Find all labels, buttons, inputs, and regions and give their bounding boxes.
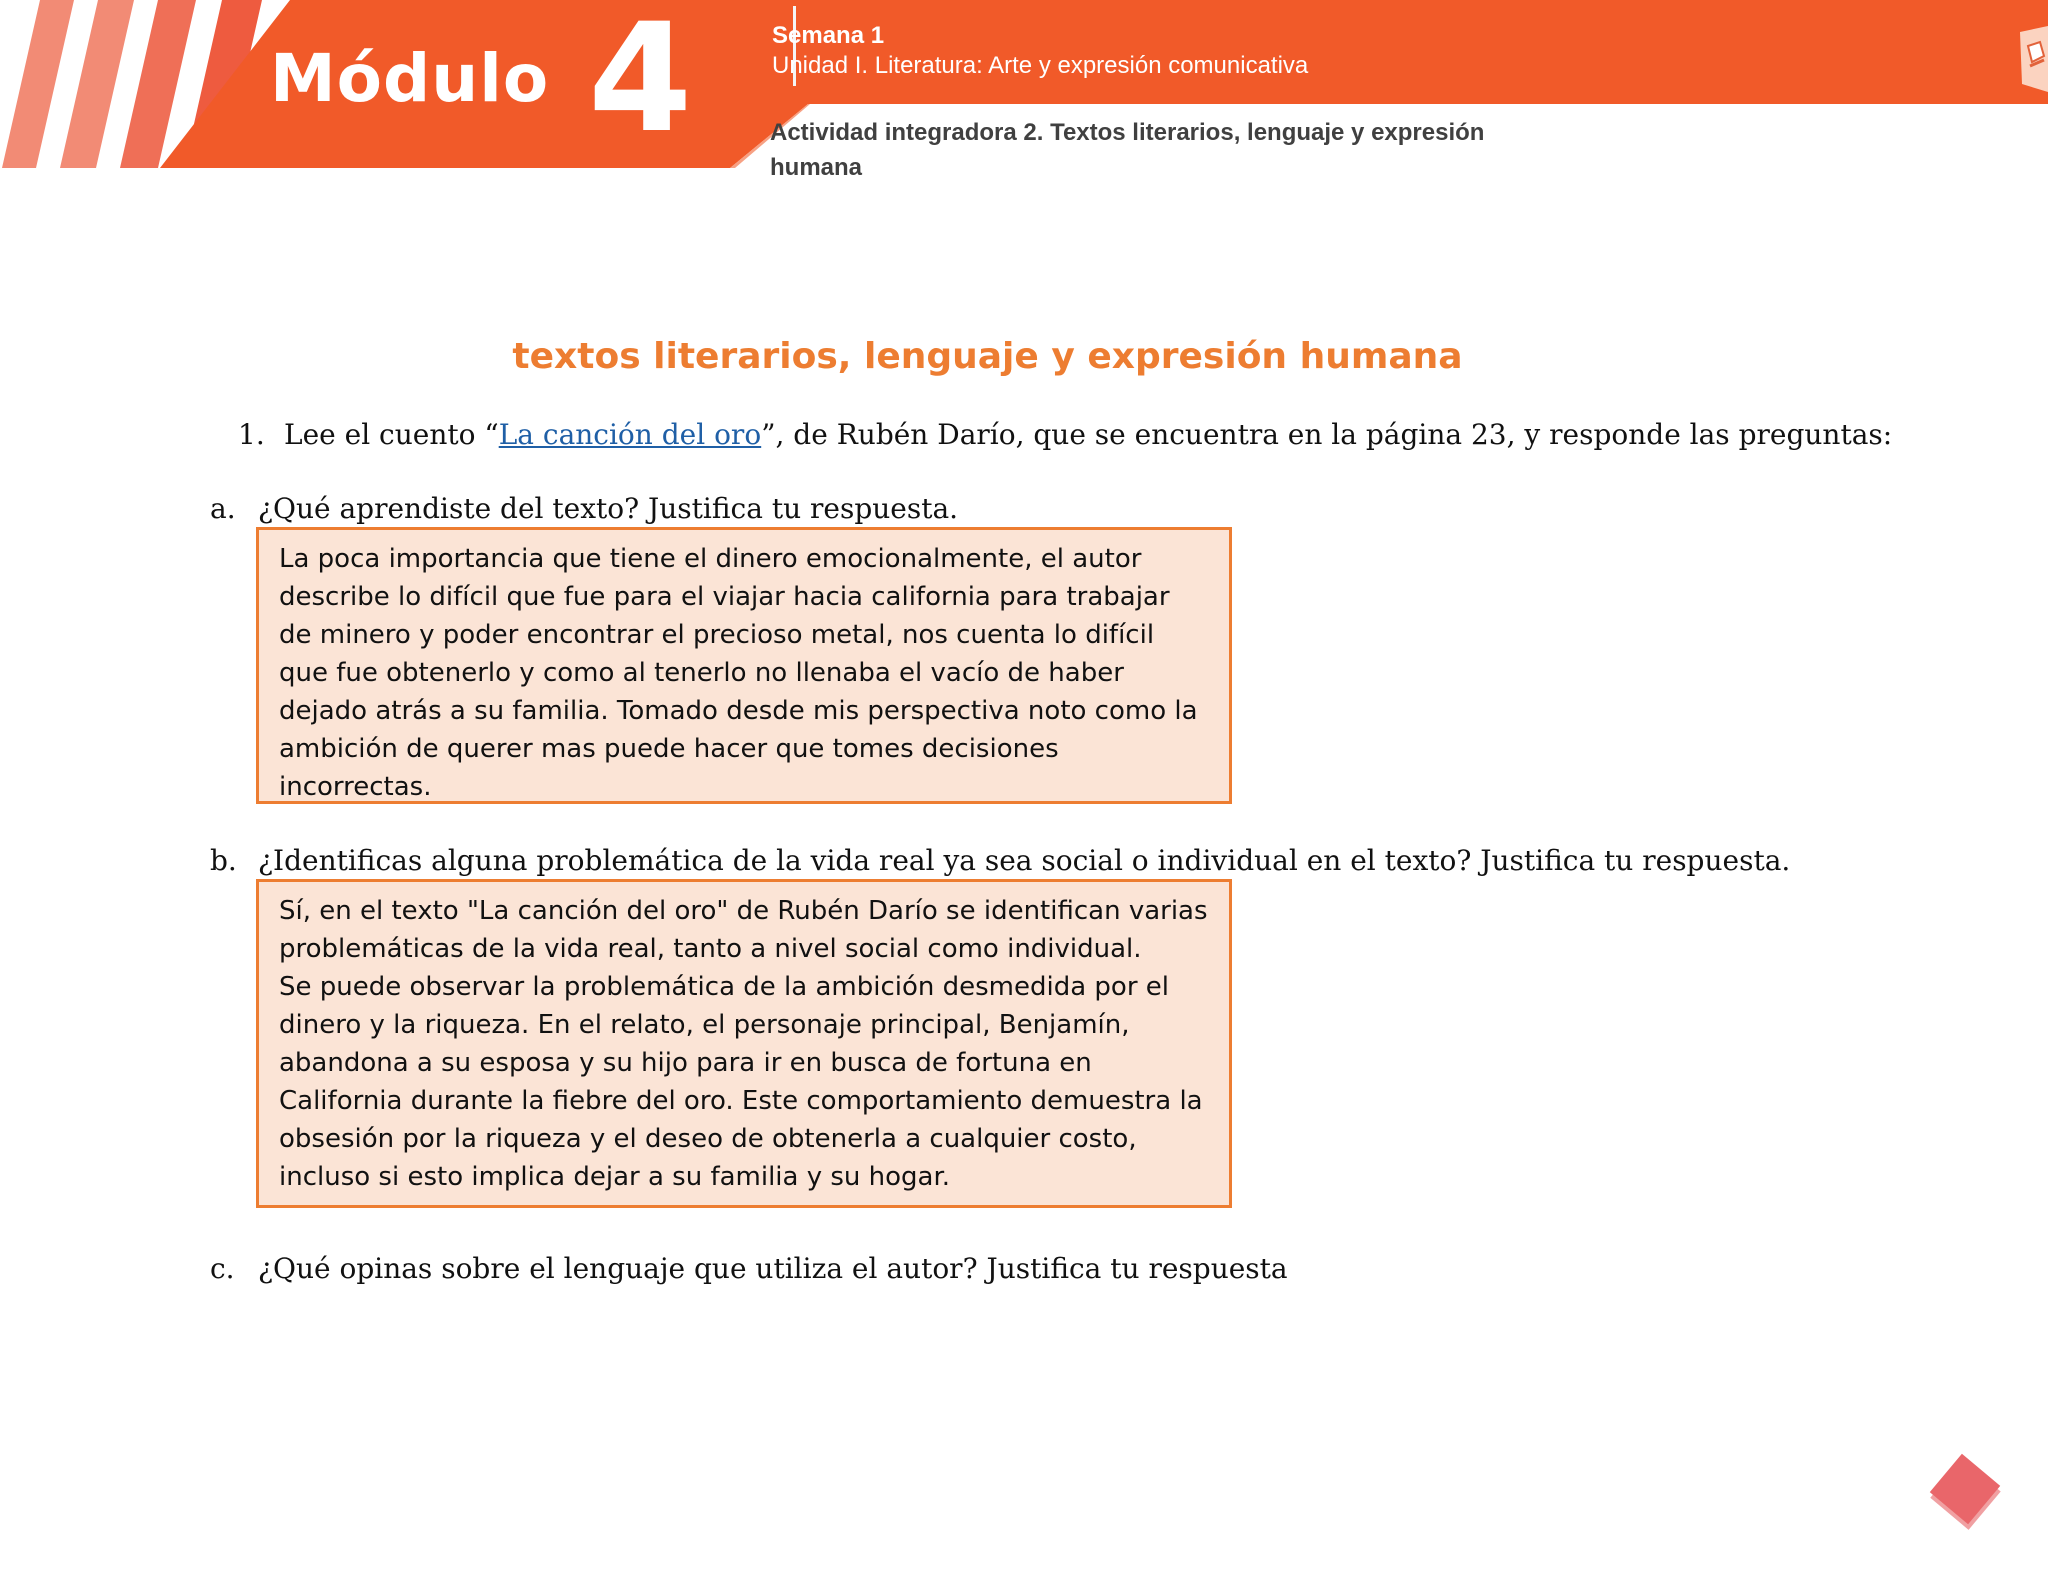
unit-label: Unidad I. Literatura: Arte y expresión comunicativa [772,52,1309,79]
story-link[interactable]: La canción del oro [498,418,762,451]
banner-stripe [60,0,134,168]
answer-box-b[interactable] [256,879,1232,1208]
subquestion-letter: a. [210,492,236,525]
subquestion-letter: b. [210,844,237,877]
question-text-before: Lee el cuento “ [284,418,499,451]
document-title: textos literarios, lenguaje y expresión humana [512,336,1463,377]
subquestion-text: ¿Qué opinas sobre el lenguaje que utiliza el autor? Justifica tu respuesta [258,1252,1288,1285]
subquestion-letter: c. [210,1252,235,1285]
subquestion-text: ¿Qué aprendiste del texto? Justifica tu respuesta. [258,492,959,525]
subquestion-a [210,492,958,525]
activity-title: Actividad integradora 2. Textos literarios, lenguaje y expresión humana [770,119,1485,181]
question-1 [238,418,1892,451]
question-number: 1. [238,418,265,451]
subquestion-c [210,1252,1288,1285]
question-text-after: ”, de Rubén Darío, que se encuentra en la página 23, y responde las preguntas: [761,418,1893,451]
pencil-badge-icon [2000,22,2048,102]
banner-stripe [2,0,74,168]
answer-paragraph: Sí, en el texto "La canción del oro" de Rubén Darío se identifican varias problemáticas de la vida real, tanto a nivel social como individual. [279,896,1208,964]
module-label: Módulo [270,40,550,117]
subquestion-text: ¿Identificas alguna problemática de la vida real ya sea social o individual en el texto? Justifica tu respuesta. [258,844,1791,877]
answer-paragraph: La poca importancia que tiene el dinero emocionalmente, el autor describe lo difícil que fue para el viajar hacia california para trabajar de minero y poder encontrar el precioso metal, nos cuenta lo difícil que fue obtenerlo y como al tenerlo no llenaba el vacío de haber dejado atrás a su familia. Tomado desde mis perspectiva noto como la ambición de querer mas puede hacer que tomes decisiones incorrectas. [279,544,1198,802]
subquestion-b [210,844,1790,877]
answer-paragraph: Se puede observar la problemática de la ambición desmedida por el dinero y la riqueza. En el relato, el personaje principal, Benjamín, abandona a su esposa y su hijo para ir en busca de fortuna en California durante la fiebre del oro. Este comportamiento demuestra la obsesión por la riqueza y el deseo de obtenerla a cualquier costo, incluso si esto implica dejar a su familia y su hogar. [279,972,1203,1192]
module-number: 4 [588,0,693,166]
week-label: Semana 1 [772,22,885,49]
answer-box-a[interactable] [256,527,1232,804]
diamond-icon [1930,1454,2000,1524]
